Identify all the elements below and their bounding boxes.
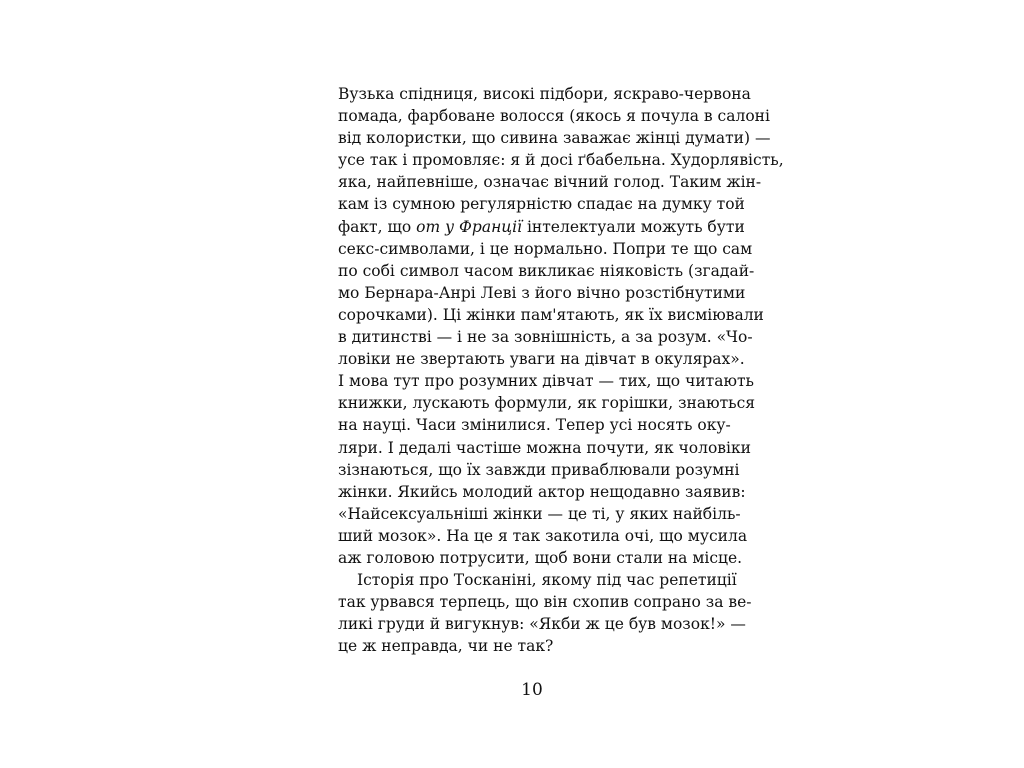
text-segment: Вузька спідниця, високі підбори, яскраво-червона xyxy=(338,85,751,103)
text-segment: секс-символами, і це нормально. Попри те що сам xyxy=(338,239,753,258)
text-segment: сорочками). Ці жінки пам'ятають, як їх висміювали xyxy=(338,305,764,324)
text-line xyxy=(338,304,764,326)
text-line xyxy=(338,282,746,304)
text-segment: аж головою потрусити, щоб вони стали на місце. xyxy=(338,548,743,567)
text-segment: в дитинстві — і не за зовнішність, а за розум. «Чо- xyxy=(338,328,753,347)
text-segment: ловіки не звертають уваги на дівчат в окулярах». xyxy=(338,350,745,369)
text-segment: від колористки, що сивина заважає жінці думати) — xyxy=(338,129,771,148)
text-segment: інтелектуали можуть бути xyxy=(522,217,745,236)
text-line xyxy=(338,370,754,392)
text-segment: кам із сумною регулярністю спадає на думку той xyxy=(338,195,745,214)
text-segment: от у Франції xyxy=(416,217,523,236)
text-line xyxy=(338,481,746,503)
text-segment: це ж неправда, чи не так? xyxy=(338,637,554,656)
text-line xyxy=(338,503,741,525)
text-segment: так урвався терпець, що він схопив сопрано за ве- xyxy=(338,593,752,612)
text-line xyxy=(338,635,726,657)
text-segment: «Найсексуальніші жінки — це ті, у яких найбіль- xyxy=(338,504,741,523)
text-segment: яка, найпевніше, означає вічний голод. Таким жін- xyxy=(338,173,762,192)
text-line xyxy=(338,216,745,238)
text-segment: Історія про Тосканіні, якому під час репетиції xyxy=(357,571,737,590)
text-segment: зізнаються, що їх завжди приваблювали розумні xyxy=(338,460,740,479)
page-number: 10 xyxy=(521,680,543,700)
text-line xyxy=(338,149,784,171)
text-line xyxy=(338,613,746,635)
text-segment: ший мозок». На це я так закотила очі, що мусила xyxy=(338,526,748,545)
text-line xyxy=(338,569,737,591)
text-line xyxy=(338,348,745,370)
text-segment: книжки, лускають формули, як горішки, знаються xyxy=(338,394,756,413)
text-segment: по собі символ часом викликає ніяковість (згадай- xyxy=(338,261,755,280)
text-line xyxy=(338,238,753,260)
text-line xyxy=(338,459,740,481)
text-segment: усе так і промовляє: я й досі ґбабельна. Худорлявість, xyxy=(338,151,784,170)
text-line xyxy=(338,525,748,547)
text-line xyxy=(338,547,743,569)
text-segment: І мова тут про розумних дівчат — тих, що читають xyxy=(338,372,754,391)
text-line xyxy=(338,105,770,127)
text-line xyxy=(338,414,731,436)
paragraph xyxy=(338,569,752,657)
text-line xyxy=(338,326,753,348)
text-line xyxy=(338,193,745,215)
text-line xyxy=(338,591,752,613)
text-segment: ляри. І дедалі частіше можна почути, як чоловіки xyxy=(338,438,752,457)
text-segment: мо Бернара-Анрі Леві з його вічно розстібнутими xyxy=(338,283,746,302)
text-segment: жінки. Якийсь молодий актор нещодавно заявив: xyxy=(338,482,746,501)
text-line xyxy=(338,260,755,282)
text-segment: на науці. Часи змінилися. Тепер усі носять оку- xyxy=(338,416,731,435)
text-line xyxy=(338,392,756,414)
text-segment: ликі груди й вигукнув: «Якби ж це був мозок!» — xyxy=(338,615,746,634)
body-text xyxy=(338,83,784,657)
paragraph xyxy=(338,83,784,569)
text-line xyxy=(338,127,771,149)
text-segment: помада, фарбоване волосся (якось я почула в салоні xyxy=(338,107,770,126)
text-line xyxy=(338,171,762,193)
text-segment: факт, що xyxy=(338,217,417,236)
text-line xyxy=(338,83,751,105)
text-line xyxy=(338,437,752,459)
